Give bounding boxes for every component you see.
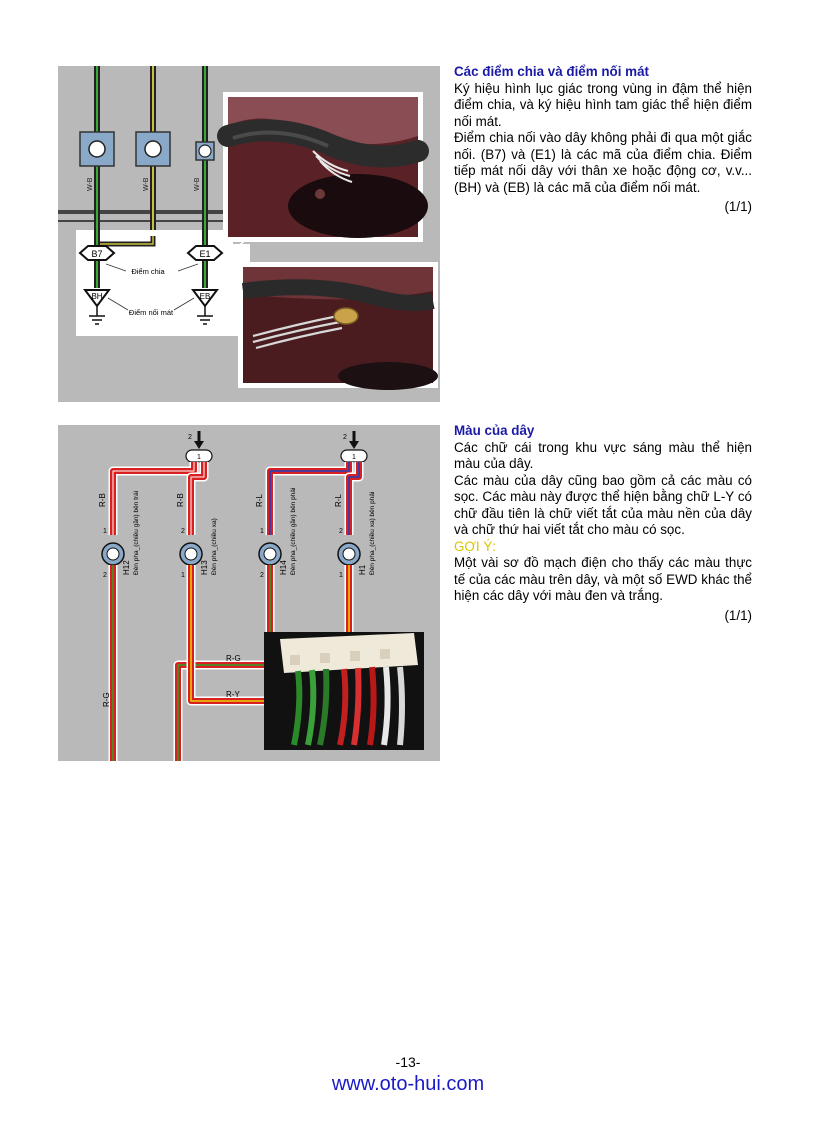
website-link[interactable]: www.oto-hui.com (331, 1073, 485, 1095)
splice-ground-figure (58, 66, 440, 402)
pager-label: (1/1) (724, 607, 752, 623)
section-heading-splice: Các điểm chia và điểm nối mát (454, 64, 649, 79)
pin-label: 2 (181, 528, 185, 535)
pin-label: 1 (197, 454, 201, 461)
lamp-desc: Đèn pha_(chiều gần) bên phải (290, 487, 297, 575)
lamp-h14 (259, 488, 297, 579)
photo-splice-point (223, 92, 428, 242)
pin-label: 2 (103, 572, 107, 579)
photo-wire-connector (264, 632, 424, 750)
hint-label: GỢI Ý: (454, 538, 496, 554)
wire-color-label: R-G (102, 692, 111, 707)
page-number: -13- (395, 1054, 421, 1070)
wire-color-text (454, 423, 752, 624)
pin-label: 1 (260, 528, 264, 535)
wire-color-label: R-B (98, 493, 107, 507)
wire-label-1: W-B (87, 177, 94, 191)
splice-label: Điểm chia (131, 267, 165, 276)
lamp-code: H13 (200, 560, 209, 575)
wire-color-label: R-G (226, 654, 241, 663)
paragraph: Điểm chia nối vào dây không phải đi qua một giắc nối. (B7) và (E1) là các mã của điểm chia. Điểm tiếp mát nối dây với thân xe hoặc động cơ, v.v... (BH) và (EB) là các mã của điểm nối mát. (454, 130, 752, 195)
pin-label: 1 (352, 454, 356, 461)
input-connector-left (186, 431, 212, 462)
wire-color-diagram (58, 425, 440, 761)
lamp-code: H1 (358, 564, 367, 575)
splice-ground-text (454, 64, 752, 216)
connector-terminal-icon (145, 141, 161, 157)
arrow-down-icon (349, 441, 359, 449)
wire-label-3: W-B (194, 177, 201, 191)
pin-label: 2 (188, 434, 192, 441)
lamp-h12 (102, 491, 140, 579)
section-heading-wire-color: Màu của dây (454, 423, 535, 438)
hint-text: Một vài sơ đồ mạch điện cho thấy các màu thực tế của các màu trên dây, và một số EWD khác thể hiện các dây với màu đen và trắng. (454, 555, 752, 603)
wire-label-2: W-B (143, 177, 150, 191)
connector-terminal-icon (89, 141, 105, 157)
lamp-code: H12 (122, 560, 131, 575)
lamp-desc: Đèn pha_(chiều xa) (211, 518, 218, 575)
photo-ground-point (238, 262, 438, 390)
connector-terminal-icon (199, 145, 211, 157)
pin-label: 1 (103, 528, 107, 535)
ground-label: Điểm nối mát (128, 308, 174, 317)
splice-code-e1: E1 (199, 249, 211, 259)
pager-label: (1/1) (724, 199, 752, 214)
paragraph: Các chữ cái trong khu vực sáng màu thể hiện màu của dây. (454, 439, 752, 471)
ground-code-eb: EB (199, 292, 211, 301)
pin-label: 1 (181, 572, 185, 579)
splice-code-b7: B7 (91, 249, 103, 259)
input-connector-right (341, 431, 367, 462)
lamp-desc: Đèn pha_(chiều gần) bên trái (133, 490, 140, 575)
wire-color-label: R-L (255, 494, 264, 507)
ground-code-bh: BH (91, 292, 103, 301)
paragraph: Các màu của dây cũng bao gồm cả các màu có sọc. Các màu này được thể hiện bằng chữ L-Y có chữ đầu tiên là chữ viết tắt của màu nền của dây và chữ thứ hai viết tắt cho màu có sọc. (454, 472, 752, 537)
arrow-down-icon (194, 441, 204, 449)
wire-color-figure (58, 425, 440, 761)
wire-color-label: R-L (334, 494, 343, 507)
lamp-h13 (180, 518, 218, 579)
pin-label: 2 (339, 528, 343, 535)
splice-ground-diagram (58, 66, 440, 402)
pin-label: 2 (260, 572, 264, 579)
wire-r-b-harness (113, 462, 204, 535)
wire-color-label: R-Y (226, 690, 240, 699)
pin-label: 2 (343, 434, 347, 441)
wire-r-l-harness (270, 462, 359, 535)
paragraph: Ký hiệu hình lục giác trong vùng in đậm thể hiện điểm chia, và ký hiệu hình tam giác thể hiện điểm nối mát. (454, 80, 752, 129)
lamp-desc: Đèn pha_(chiều xa) bên phải (369, 491, 376, 575)
pin-label: 1 (339, 572, 343, 579)
wire-color-label: R-B (176, 493, 185, 507)
lamp-code: H14 (279, 560, 288, 575)
lamp-h1 (338, 492, 376, 579)
